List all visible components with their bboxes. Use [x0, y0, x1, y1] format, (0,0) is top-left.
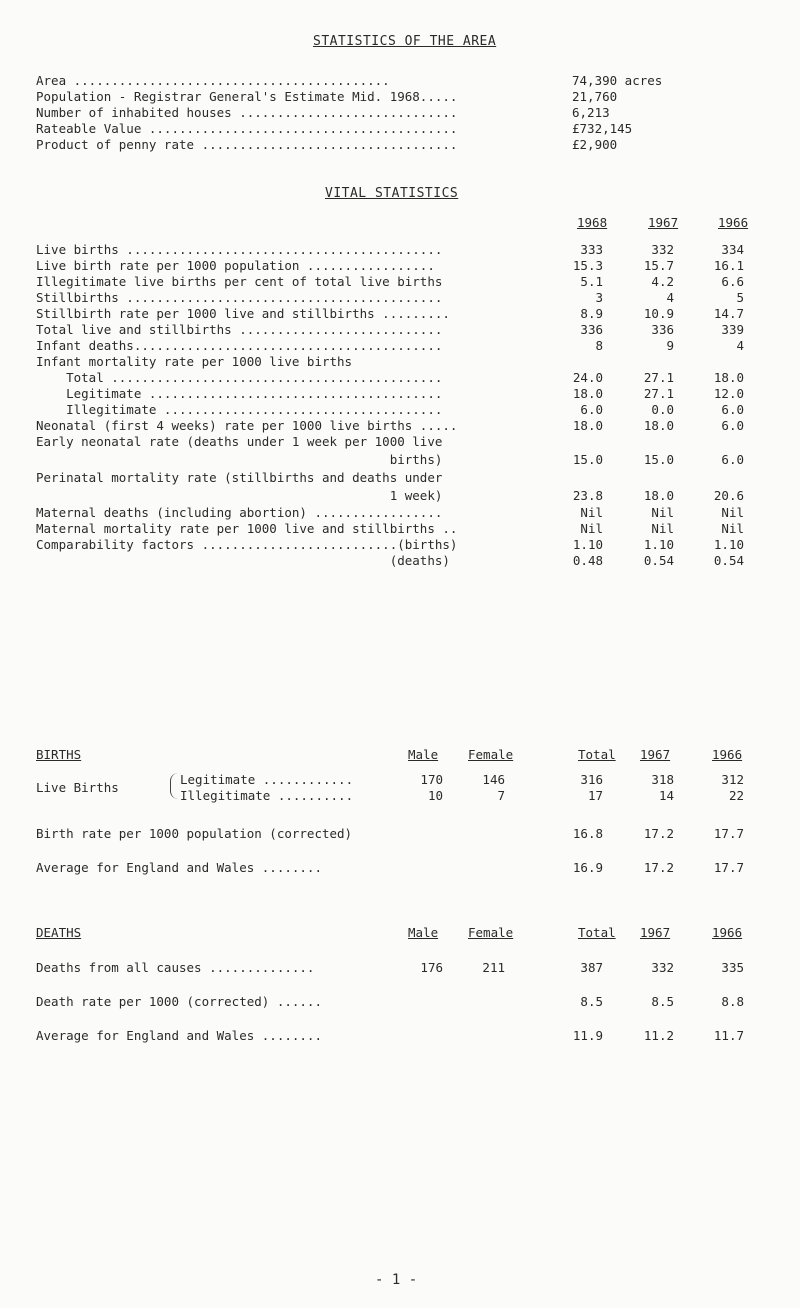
cell: 8.9	[580, 306, 603, 321]
cell: 4	[666, 290, 674, 305]
penny-rate-value: £2,900	[572, 137, 618, 152]
death-avg-total: 11.9	[572, 1028, 603, 1043]
illegitimate-label: Illegitimate ..........	[180, 788, 354, 803]
death-rate-1966: 8.8	[721, 994, 744, 1009]
cell: 18.0	[643, 418, 674, 433]
legitimate-1966: 312	[721, 772, 744, 787]
legitimate-male: 170	[420, 772, 443, 787]
birth-rate-1966: 17.7	[713, 826, 744, 841]
cell: 15.0	[643, 452, 674, 467]
cell: 27.1	[643, 386, 674, 401]
live-births-group-label: Live Births	[36, 780, 119, 795]
cell: 18.0	[572, 418, 603, 433]
cell: 18.0	[572, 386, 603, 401]
cell: Nil	[721, 521, 744, 536]
deaths-heading: DEATHS	[36, 925, 82, 940]
births-col-1967: 1967	[640, 747, 671, 762]
cell: 4	[736, 338, 744, 353]
cell: 6.6	[721, 274, 744, 289]
birth-avg-total: 16.9	[572, 860, 603, 875]
deaths-all-label: Deaths from all causes ..............	[36, 960, 315, 975]
cell: 1.10	[713, 537, 744, 552]
cell: Nil	[580, 505, 603, 520]
row-label: (deaths)	[36, 553, 450, 568]
legitimate-1967: 318	[651, 772, 674, 787]
deaths-all-total: 387	[580, 960, 603, 975]
row-label: Total live and stillbirths ...........................	[36, 322, 443, 337]
row-label: Maternal deaths (including abortion) .................	[36, 505, 443, 520]
cell: 336	[580, 322, 603, 337]
deaths-all-female: 211	[482, 960, 505, 975]
births-heading: BIRTHS	[36, 747, 82, 762]
year-1968: 1968	[577, 215, 608, 230]
cell: 8	[595, 338, 603, 353]
page-title: STATISTICS OF THE AREA	[313, 34, 497, 49]
cell: 20.6	[713, 488, 744, 503]
cell: 6.0	[721, 418, 744, 433]
cell: 15.3	[572, 258, 603, 273]
cell: 332	[651, 242, 674, 257]
penny-rate-label: Product of penny rate ..................................	[36, 137, 458, 152]
cell: 6.0	[721, 452, 744, 467]
row-label: Total ............................................	[36, 370, 443, 385]
row-label: Maternal mortality rate per 1000 live and stillbirths ..	[36, 521, 458, 536]
cell: 5	[736, 290, 744, 305]
cell: 0.54	[713, 553, 744, 568]
cell: 24.0	[572, 370, 603, 385]
cell: 333	[580, 242, 603, 257]
cell: 0.54	[643, 553, 674, 568]
cell: Nil	[651, 505, 674, 520]
cell: 1.10	[643, 537, 674, 552]
illegitimate-1967: 14	[658, 788, 674, 803]
cell: 18.0	[713, 370, 744, 385]
row-label: Live birth rate per 1000 population .................	[36, 258, 435, 273]
cell: Nil	[580, 521, 603, 536]
row-label: Illegitimate .....................................	[36, 402, 443, 417]
row-label: Infant mortality rate per 1000 live births	[36, 354, 353, 369]
deaths-all-male: 176	[420, 960, 443, 975]
birth-rate-1967: 17.2	[643, 826, 674, 841]
births-col-1966: 1966	[712, 747, 743, 762]
death-rate-total: 8.5	[580, 994, 603, 1009]
cell: 336	[651, 322, 674, 337]
vital-heading: VITAL STATISTICS	[325, 186, 459, 201]
illegitimate-1966: 22	[728, 788, 744, 803]
cell: 12.0	[713, 386, 744, 401]
population-value: 21,760	[572, 89, 618, 104]
births-col-male: Male	[408, 747, 439, 762]
area-label: Area ..........................................	[36, 73, 390, 88]
group-brace	[170, 773, 179, 799]
illegitimate-total: 17	[587, 788, 603, 803]
row-label: Comparability factors ..........................(births)	[36, 537, 458, 552]
deaths-col-1966: 1966	[712, 925, 743, 940]
cell: 23.8	[572, 488, 603, 503]
row-label: Perinatal mortality rate (stillbirths and deaths under	[36, 470, 443, 485]
row-label: Live births ..........................................	[36, 242, 443, 257]
death-avg-1966: 11.7	[713, 1028, 744, 1043]
cell: 334	[721, 242, 744, 257]
row-label: Legitimate .......................................	[36, 386, 443, 401]
cell: 6.0	[580, 402, 603, 417]
cell: 5.1	[580, 274, 603, 289]
birth-avg-1967: 17.2	[643, 860, 674, 875]
cell: Nil	[651, 521, 674, 536]
cell: 14.7	[713, 306, 744, 321]
cell: 339	[721, 322, 744, 337]
cell: 15.0	[572, 452, 603, 467]
death-avg-label: Average for England and Wales ........	[36, 1028, 322, 1043]
cell: 1.10	[572, 537, 603, 552]
birth-rate-total: 16.8	[572, 826, 603, 841]
row-label: births)	[36, 452, 443, 467]
death-rate-label: Death rate per 1000 (corrected) ......	[36, 994, 322, 1009]
legitimate-label: Legitimate ............	[180, 772, 354, 787]
cell: 9	[666, 338, 674, 353]
cell: 16.1	[713, 258, 744, 273]
rateable-value: £732,145	[572, 121, 633, 136]
cell: Nil	[721, 505, 744, 520]
row-label: Neonatal (first 4 weeks) rate per 1000 live births .....	[36, 418, 458, 433]
cell: 10.9	[643, 306, 674, 321]
deaths-all-1967: 332	[651, 960, 674, 975]
births-col-female: Female	[468, 747, 514, 762]
deaths-col-female: Female	[468, 925, 514, 940]
cell: 0.48	[572, 553, 603, 568]
illegitimate-female: 7	[497, 788, 505, 803]
year-1967: 1967	[648, 215, 679, 230]
row-label: Infant deaths.........................................	[36, 338, 443, 353]
cell: 6.0	[721, 402, 744, 417]
death-rate-1967: 8.5	[651, 994, 674, 1009]
houses-value: 6,213	[572, 105, 610, 120]
deaths-col-male: Male	[408, 925, 439, 940]
deaths-col-total: Total	[578, 925, 616, 940]
legitimate-female: 146	[482, 772, 505, 787]
deaths-col-1967: 1967	[640, 925, 671, 940]
row-label: 1 week)	[36, 488, 443, 503]
area-value: 74,390 acres	[572, 73, 663, 88]
population-label: Population - Registrar General's Estimate Mid. 1968.....	[36, 89, 458, 104]
cell: 18.0	[643, 488, 674, 503]
cell: 27.1	[643, 370, 674, 385]
births-col-total: Total	[578, 747, 616, 762]
row-label: Stillbirths ..........................................	[36, 290, 443, 305]
cell: 0.0	[651, 402, 674, 417]
row-label: Early neonatal rate (deaths under 1 week per 1000 live	[36, 434, 443, 449]
row-label: Illegitimate live births per cent of total live births	[36, 274, 443, 289]
birth-avg-label: Average for England and Wales ........	[36, 860, 322, 875]
birth-avg-1966: 17.7	[713, 860, 744, 875]
cell: 4.2	[651, 274, 674, 289]
deaths-all-1966: 335	[721, 960, 744, 975]
cell: 3	[595, 290, 603, 305]
legitimate-total: 316	[580, 772, 603, 787]
page-number: - 1 -	[375, 1272, 418, 1288]
illegitimate-male: 10	[427, 788, 443, 803]
rateable-label: Rateable Value .........................................	[36, 121, 458, 136]
death-avg-1967: 11.2	[643, 1028, 674, 1043]
year-1966: 1966	[718, 215, 749, 230]
cell: 15.7	[643, 258, 674, 273]
houses-label: Number of inhabited houses .............................	[36, 105, 458, 120]
row-label: Stillbirth rate per 1000 live and stillbirths .........	[36, 306, 450, 321]
birth-rate-label: Birth rate per 1000 population (corrected)	[36, 826, 353, 841]
